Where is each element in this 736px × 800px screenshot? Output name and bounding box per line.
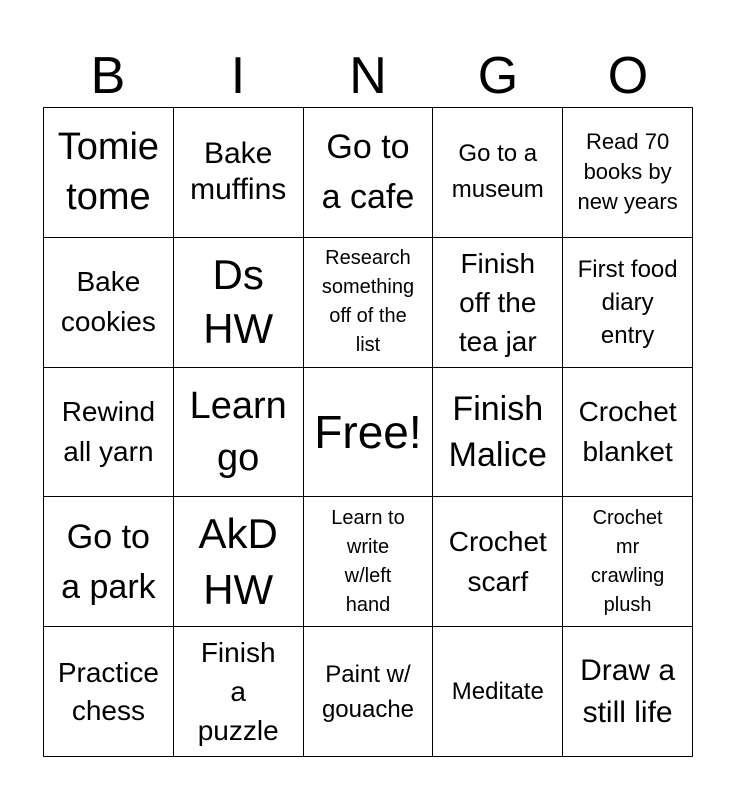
bingo-cell[interactable] [44,368,174,498]
cell-text: AkD HW [198,509,278,613]
bingo-cell[interactable] [433,627,563,757]
bingo-card-grid [43,107,693,757]
bingo-cell[interactable] [563,497,693,627]
cell-text: Learn to write w/left hand [331,506,405,616]
cell-text: Draw a still life [580,653,676,729]
bingo-cell[interactable] [174,627,304,757]
bingo-cell[interactable] [304,627,434,757]
cell-text: First food diary entry [577,255,678,349]
cell-text: Go to a cafe [321,128,415,217]
cell-text: Crochet blanket [578,395,677,467]
bingo-cell[interactable] [433,497,563,627]
bingo-cell[interactable] [433,368,563,498]
bingo-cell[interactable] [304,238,434,368]
bingo-cell[interactable] [304,108,434,238]
bingo-cell[interactable] [44,108,174,238]
cell-text: Finish a puzzle [197,637,279,747]
bingo-cell[interactable] [44,627,174,757]
bingo-cell[interactable] [44,238,174,368]
cell-text: Go to a park [61,517,156,606]
cell-text: Crochet scarf [448,525,547,597]
cell-text: Bake cookies [60,266,156,338]
header-letter-i: I [230,47,246,105]
cell-text: Go to a museum [451,140,544,204]
cell-text: Tomie tome [57,126,160,219]
cell-text: Ds HW [203,251,274,353]
bingo-cell[interactable] [174,368,304,498]
bingo-cell[interactable] [304,368,434,498]
header-letter-g: G [477,47,519,105]
header-letter-b: B [90,47,126,105]
bingo-cell[interactable] [174,497,304,627]
bingo-header [43,44,693,108]
bingo-cell[interactable] [433,238,563,368]
header-letter-n: N [349,47,387,105]
bingo-cell[interactable] [563,627,693,757]
cell-text: Free! [314,405,422,458]
cell-text: Finish off the tea jar [458,247,537,357]
cell-text: Crochet mr crawling plush [590,506,665,616]
bingo-cell[interactable] [174,238,304,368]
bingo-cell[interactable] [44,497,174,627]
cell-text: Practice chess [57,656,159,726]
bingo-cell[interactable] [174,108,304,238]
cell-text: Paint w/ gouache [321,660,415,723]
cell-text: Bake muffins [190,137,287,207]
cell-text: Read 70 books by new years [577,129,678,215]
cell-text: Rewind all yarn [61,395,156,467]
cell-text: Finish Malice [448,389,547,474]
cell-text: Research something off of the list [321,247,415,357]
header-letter-o: O [607,47,649,105]
cell-text: Learn go [189,384,287,479]
bingo-cell[interactable] [563,238,693,368]
bingo-cell[interactable] [563,368,693,498]
bingo-cell[interactable] [304,497,434,627]
cell-text: Meditate [451,677,544,705]
bingo-cell[interactable] [433,108,563,238]
bingo-cell[interactable] [563,108,693,238]
